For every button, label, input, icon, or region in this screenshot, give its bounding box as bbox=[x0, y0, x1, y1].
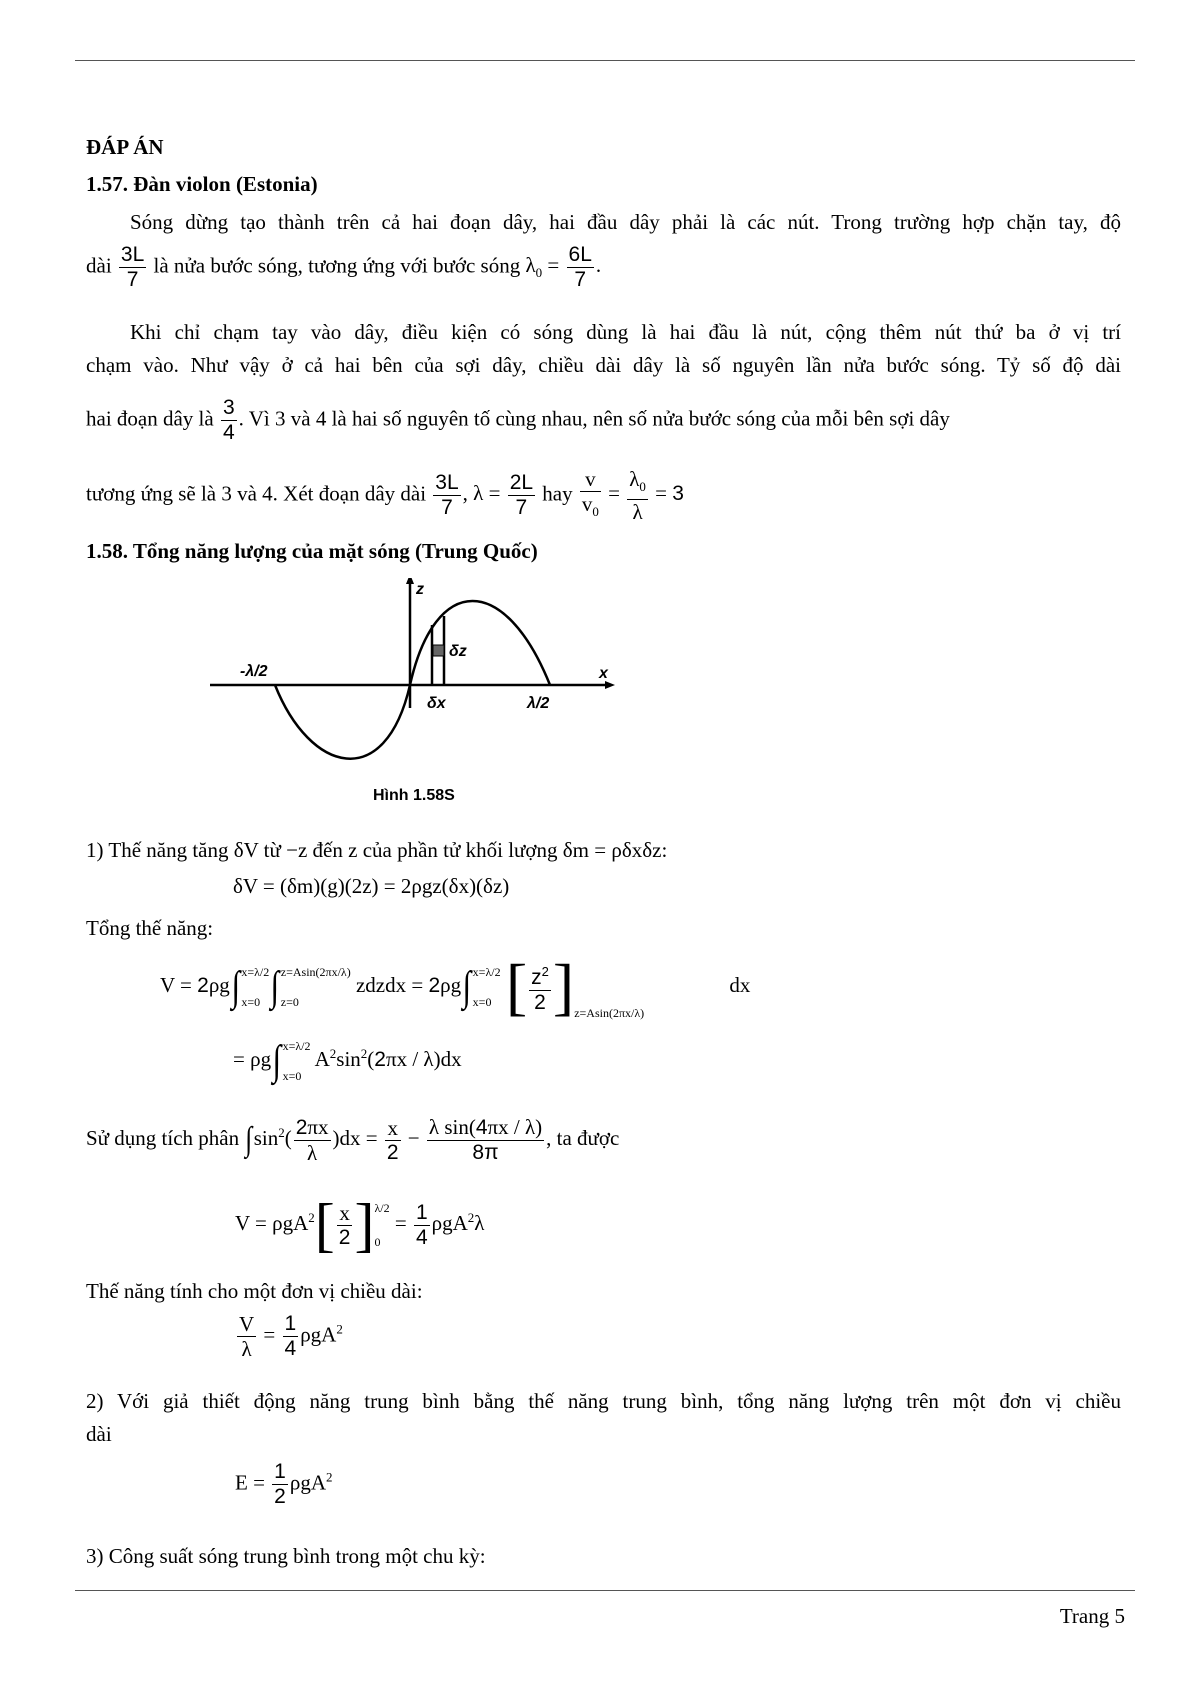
total-pe-label: Tổng thế năng: bbox=[86, 916, 214, 940]
fraction-3-4: $\frac{3}{4}$ bbox=[222, 396, 235, 444]
step-2-line: 2) Với giả thiết động năng trung bình bằng thế năng trung bình, tổng năng lượng trên một đơn vị chiều bbox=[86, 1389, 1121, 1413]
pe-per-length-label: Thế năng tính cho một đơn vị chiều dài: bbox=[86, 1279, 423, 1303]
pe-integral-simplified: = ρg∫ x=λ/2 x=0 $A^2\sin^2(2\pi x / \lambda)dx$ bbox=[233, 1038, 462, 1084]
x-axis-arrow bbox=[605, 681, 615, 689]
energy-equation: E = $\frac{1}{2}$ ρgA$^2$ bbox=[235, 1460, 333, 1508]
dx-label: δx bbox=[427, 695, 446, 712]
footer-rule bbox=[75, 1590, 1135, 1591]
lambda0-equation: $\lambda_0$ = $\frac{6L}{7}$ . bbox=[525, 243, 602, 291]
element-dz bbox=[433, 645, 444, 656]
paragraph-line: hai đoạn dây là $\frac{3}{4}$ . Vì 3 và 4 là hai số nguyên tố cùng nhau, nên số nửa bước sóng của mỗi bên sợi dây bbox=[86, 396, 950, 444]
step-1: 1) Thế năng tăng δV từ −z đến z của phần tử khối lượng δm = ρδxδz: bbox=[86, 838, 668, 862]
paragraph-line: dài $\frac{3L}{7}$ là nửa bước sóng, tương ứng với bước sóng $\lambda_0$ = $\frac{6L}{7}$ . bbox=[86, 243, 602, 291]
sin-squared-integral: $\int\sin^2$( $\frac{2\pi x}{\lambda}$ )dx = $\frac{x}{2}$ − $\frac{\text{λ sin(4πx / λ)}}{8\pi}$ bbox=[245, 1115, 543, 1165]
paragraph-line: chạm vào. Như vậy ở cả hai bên của sợi dây, chiều dài dây là số nguyên lần nửa bước sóng. Tỷ số độ dài bbox=[86, 353, 1121, 377]
page-number: Trang 5 bbox=[1059, 1604, 1125, 1628]
use-integral-line: Sử dụng tích phân $\int\sin^2$( $\frac{2\pi x}{\lambda}$ )dx = $\frac{x}{2}$ − $\frac{\text{λ sin(4πx / λ)}}{8\pi}$ , ta được bbox=[86, 1115, 620, 1165]
paragraph-line: Sóng dừng tạo thành trên cả hai đoạn dây, hai đầu dây phải là các nút. Trong trường hợp chặn tay, độ bbox=[130, 210, 1121, 234]
paragraph-line: tương ứng sẽ là 3 và 4. Xét đoạn dây dài $\frac{3L}{7}$ , λ = $\frac{2L}{7}$ hay $\frac{v}{v_0}$ = $\frac{\lambda_0}{\lambda}$ = 3 bbox=[86, 467, 684, 525]
wave-curve bbox=[275, 601, 550, 759]
step-2-line: dài bbox=[86, 1422, 112, 1446]
step-3: 3) Công suất sóng trung bình trong một chu kỳ: bbox=[86, 1544, 486, 1568]
section-title-1-58: 1.58. Tổng năng lượng của mặt sóng (Trung Quốc) bbox=[86, 539, 538, 563]
pe-per-length-equation: $\frac{V}{\lambda}$ = $\frac{1}{4}$ ρgA$^2$ bbox=[239, 1312, 343, 1361]
z-label: z bbox=[416, 581, 424, 598]
wave-figure bbox=[205, 578, 620, 806]
pos-half-wavelength-label: λ/2 bbox=[527, 695, 550, 712]
x-label: x bbox=[599, 665, 608, 682]
neg-half-wavelength-label: -λ/2 bbox=[240, 663, 268, 680]
paragraph-line: Khi chỉ chạm tay vào dây, điều kiện có sóng dùng là hai đầu là nút, cộng thêm nút thứ ba ở vị trí bbox=[130, 320, 1121, 344]
header-rule bbox=[75, 60, 1135, 61]
velocity-ratio-equation: $\frac{v}{v_0}$ = $\frac{\lambda_0}{\lambda}$ = 3 bbox=[581, 467, 684, 525]
pe-integral-equation: V = 2ρg∫ x=λ/2 x=0 ∫ z=Asin(2πx/λ) z=0 zdzdx = 2ρg∫ x=λ/2 x=0 [ $\frac{z^2}{2}$ ] z=Asin(2πx/λ) dx bbox=[160, 951, 751, 1022]
figure-caption: Hình 1.58S bbox=[373, 787, 455, 804]
dz-label: δz bbox=[449, 643, 467, 660]
wavelength-equation: $\frac{3L}{7}$ , λ = $\frac{2L}{7}$ bbox=[435, 471, 534, 520]
section-title-1-57: 1.57. Đàn violon (Estonia) bbox=[86, 172, 318, 196]
answer-heading: ĐÁP ÁN bbox=[86, 135, 164, 159]
fraction-3L-7: $\frac{3L}{7}$ bbox=[120, 243, 145, 291]
z-axis-arrow bbox=[406, 578, 414, 584]
dV-equation: δV = (δm)(g)(2z) = 2ρgz(δx)(δz) bbox=[233, 874, 510, 898]
pe-result-equation: V = ρgA$^2$[ $\frac{x}{2}$ ] λ/2 0 = $\frac{1}{4}$ ρgA$^2$λ bbox=[235, 1192, 485, 1258]
